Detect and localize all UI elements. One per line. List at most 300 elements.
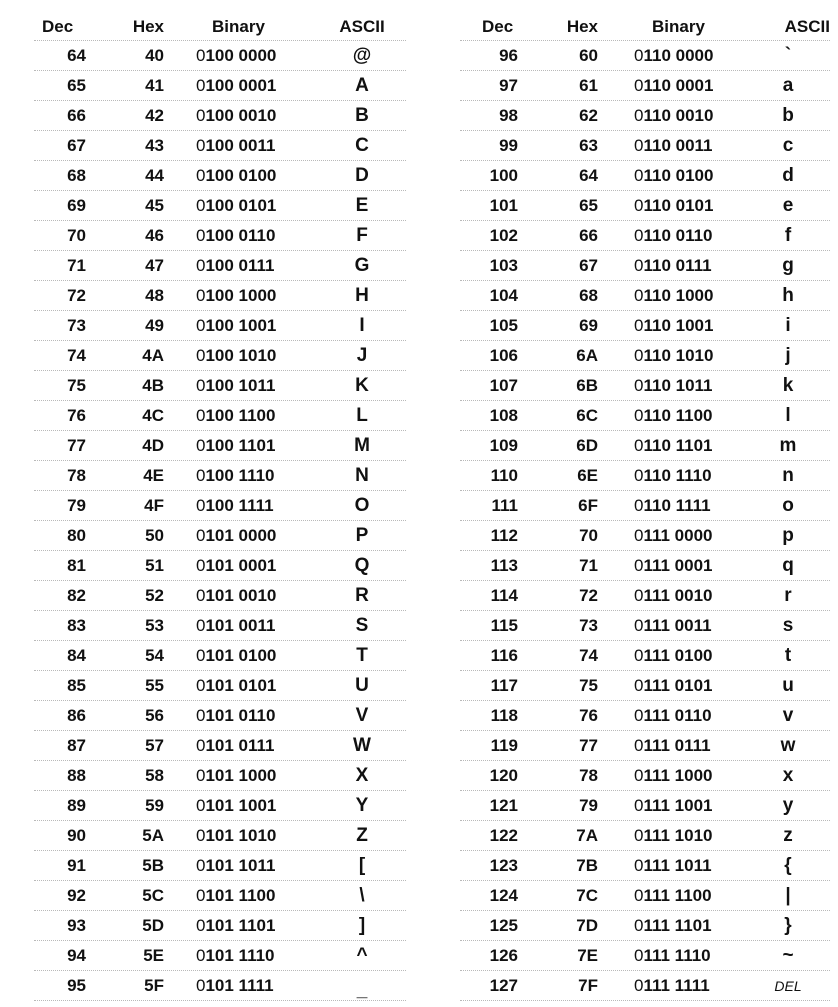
header-row [34,13,406,41]
dec-cell: 114 [490,585,518,605]
binary-cell [598,946,746,966]
binary-cell [164,346,318,366]
ascii-cell [746,765,830,787]
dec-cell: 71 [67,255,86,275]
table-row [460,701,830,731]
dec-cell: 126 [489,945,518,965]
binary-cell [164,796,318,816]
binary-cell [598,916,746,936]
dec-cell: 73 [67,315,86,335]
binary-cell [598,226,746,246]
table-row [34,641,406,671]
ascii-char: l [785,404,791,426]
table-row [460,281,830,311]
binary-cell [598,316,746,336]
binary-low-bits: 101 1011 [205,855,276,875]
dec-cell: 117 [490,675,518,695]
ascii-char: q [782,554,794,576]
binary-low-bits: 100 0100 [205,165,277,185]
hex-cell: 75 [579,675,598,695]
hex-cell: 7B [576,855,598,875]
table-row [34,971,406,1001]
ascii-cell [746,105,830,127]
binary-high-bit: 0 [196,495,206,515]
dec-cell: 115 [490,615,518,635]
ascii-char: { [784,854,792,876]
table-row [460,731,830,761]
header-dec: Dec [42,16,74,36]
ascii-cell [746,705,830,727]
ascii-cell [746,135,830,157]
binary-high-bit: 0 [634,315,644,335]
ascii-char: W [353,734,371,756]
binary-low-bits: 110 1001 [643,315,714,335]
ascii-cell [318,555,406,577]
ascii-cell [318,645,406,667]
binary-high-bit: 0 [634,465,644,485]
hex-cell: 51 [145,555,164,575]
table-row [460,851,830,881]
table-row [34,491,406,521]
binary-high-bit: 0 [196,105,206,125]
binary-low-bits: 100 0110 [205,225,276,245]
hex-cell: 44 [145,165,164,185]
dec-cell: 102 [489,225,518,245]
binary-cell [598,136,746,156]
binary-high-bit: 0 [196,855,206,875]
binary-low-bits: 101 1111 [205,975,274,995]
ascii-cell [318,975,406,1001]
hex-cell: 5B [142,855,164,875]
binary-low-bits: 111 0111 [643,735,711,755]
ascii-char: e [782,194,794,216]
binary-cell [164,136,318,156]
hex-cell: 41 [145,75,164,95]
binary-high-bit: 0 [196,255,206,275]
binary-cell [598,796,746,816]
dec-cell: 120 [489,765,518,785]
binary-cell [164,226,318,246]
table-row [460,221,830,251]
ascii-char: y [782,794,794,816]
hex-cell: 7C [576,885,598,905]
dec-cell: 88 [67,765,86,785]
table-row [460,311,830,341]
binary-high-bit: 0 [634,555,644,575]
binary-cell [164,166,318,186]
binary-cell [598,856,746,876]
binary-cell [598,646,746,666]
dec-cell: 84 [67,645,86,665]
hex-cell: 73 [579,615,598,635]
header-hex: Hex [566,16,598,36]
dec-cell: 67 [67,135,86,155]
binary-cell [598,376,746,396]
binary-high-bit: 0 [634,195,644,215]
dec-cell: 85 [67,675,86,695]
table-row [34,431,406,461]
table-row [460,911,830,941]
binary-cell [598,466,746,486]
binary-high-bit: 0 [196,345,206,365]
ascii-cell [318,915,406,937]
hex-cell: 55 [145,675,164,695]
binary-low-bits: 100 0111 [205,255,275,275]
binary-cell [598,976,746,996]
table-row [34,851,406,881]
binary-cell [164,526,318,546]
ascii-cell [318,405,406,427]
ascii-char: B [355,104,369,126]
binary-high-bit: 0 [634,975,644,995]
dec-cell: 105 [489,315,518,335]
table-row [34,911,406,941]
hex-cell: 4D [142,435,164,455]
dec-cell: 119 [490,735,518,755]
ascii-char: J [356,344,368,366]
binary-high-bit: 0 [634,615,644,635]
dec-cell: 90 [67,825,86,845]
hex-cell: 6B [576,375,598,395]
hex-cell: 53 [145,615,164,635]
ascii-cell [746,945,830,967]
dec-cell: 99 [499,135,518,155]
header-hex: Hex [132,16,164,36]
binary-low-bits: 110 1110 [643,465,712,485]
hex-cell: 52 [145,585,164,605]
hex-cell: 64 [579,165,598,185]
hex-cell: 5C [142,885,164,905]
binary-high-bit: 0 [196,615,206,635]
binary-cell [164,556,318,576]
ascii-char: V [355,704,369,726]
dec-cell: 64 [67,45,86,65]
binary-high-bit: 0 [634,945,644,965]
binary-cell [598,436,746,456]
ascii-char: v [782,704,794,726]
table-row [460,581,830,611]
ascii-char: @ [352,44,372,66]
binary-low-bits: 111 1001 [643,795,713,815]
ascii-char: j [785,344,791,366]
table-row [460,611,830,641]
ascii-cell [318,165,406,187]
binary-cell [598,676,746,696]
binary-low-bits: 111 1010 [643,825,713,845]
dec-cell: 109 [489,435,518,455]
binary-cell [164,586,318,606]
binary-high-bit: 0 [196,195,206,215]
ascii-cell [318,315,406,337]
ascii-char: C [355,134,369,156]
binary-cell [598,496,746,516]
binary-cell [164,616,318,636]
ascii-cell [318,75,406,97]
dec-cell: 66 [67,105,86,125]
binary-high-bit: 0 [634,525,644,545]
ascii-char: Z [356,824,368,846]
binary-high-bit: 0 [196,705,206,725]
table-row [460,371,830,401]
table-row [34,551,406,581]
binary-low-bits: 110 0100 [643,165,714,185]
header-row [460,13,830,41]
binary-cell [598,196,746,216]
table-row [34,41,406,71]
binary-cell [164,886,318,906]
dec-cell: 108 [489,405,518,425]
ascii-cell [746,45,830,67]
binary-low-bits: 110 0000 [643,45,714,65]
binary-cell [598,706,746,726]
hex-cell: 6C [576,405,598,425]
binary-low-bits: 100 1010 [205,345,277,365]
table-row [460,551,830,581]
ascii-cell [318,45,406,67]
dec-cell: 127 [489,975,518,995]
ascii-cell [746,555,830,577]
hex-cell: 7D [576,915,598,935]
ascii-char: N [355,464,369,486]
ascii-char: T [356,644,368,666]
binary-low-bits: 101 0101 [205,675,277,695]
table-row [460,461,830,491]
ascii-cell [318,465,406,487]
binary-high-bit: 0 [634,345,644,365]
dec-cell: 125 [489,915,518,935]
binary-cell [164,256,318,276]
binary-high-bit: 0 [196,225,206,245]
ascii-char: DEL [774,977,802,994]
ascii-table-left [34,13,406,1001]
dec-cell: 101 [489,195,518,215]
binary-low-bits: 111 0000 [643,525,713,545]
dec-cell: 97 [499,75,518,95]
dec-cell: 92 [67,885,86,905]
binary-low-bits: 110 1101 [643,435,713,455]
binary-low-bits: 111 1011 [643,855,712,875]
dec-cell: 78 [67,465,86,485]
ascii-cell [746,405,830,427]
ascii-cell [746,855,830,877]
binary-high-bit: 0 [196,165,206,185]
dec-cell: 107 [489,375,518,395]
binary-high-bit: 0 [634,285,644,305]
ascii-cell [746,465,830,487]
hex-cell: 61 [579,75,598,95]
ascii-char: [ [358,854,366,876]
binary-high-bit: 0 [634,825,644,845]
hex-cell: 58 [145,765,164,785]
ascii-cell [318,855,406,877]
binary-high-bit: 0 [634,45,644,65]
ascii-cell [746,165,830,187]
ascii-char: w [780,734,796,756]
hex-cell: 46 [145,225,164,245]
hex-cell: 68 [579,285,598,305]
ascii-cell [746,915,830,937]
dec-cell: 89 [67,795,86,815]
table-row [34,701,406,731]
ascii-char: r [784,584,792,606]
binary-high-bit: 0 [634,165,644,185]
hex-cell: 79 [579,795,598,815]
binary-low-bits: 111 1100 [643,885,712,905]
hex-cell: 5A [142,825,164,845]
ascii-char: ] [358,914,366,936]
table-row [34,881,406,911]
binary-cell [164,766,318,786]
ascii-char: s [782,614,794,636]
table-row [460,401,830,431]
binary-low-bits: 110 0110 [643,225,713,245]
dec-cell: 86 [67,705,86,725]
binary-cell [598,106,746,126]
binary-high-bit: 0 [634,225,644,245]
ascii-cell [318,135,406,157]
dec-cell: 80 [67,525,86,545]
table-row [34,281,406,311]
dec-cell: 74 [67,345,86,365]
table-row [460,251,830,281]
hex-cell: 76 [579,705,598,725]
table-row [460,941,830,971]
binary-cell [164,196,318,216]
table-row [34,311,406,341]
hex-cell: 60 [579,45,598,65]
hex-cell: 4A [142,345,164,365]
hex-cell: 4C [142,405,164,425]
binary-low-bits: 100 1011 [205,375,276,395]
ascii-cell [746,345,830,367]
ascii-char: h [782,284,794,306]
ascii-char: F [356,224,368,246]
binary-high-bit: 0 [196,435,206,455]
ascii-cell [746,645,830,667]
dec-cell: 95 [67,975,86,995]
ascii-cell [318,795,406,817]
hex-cell: 66 [579,225,598,245]
hex-cell: 57 [145,735,164,755]
table-row [34,401,406,431]
binary-low-bits: 100 0001 [205,75,277,95]
table-row [460,881,830,911]
ascii-char: } [784,914,792,936]
binary-low-bits: 111 1111 [643,975,710,995]
table-row [460,341,830,371]
ascii-cell [746,315,830,337]
binary-cell [598,886,746,906]
dec-cell: 100 [489,165,518,185]
table-row [34,101,406,131]
binary-low-bits: 101 1110 [205,945,275,965]
dec-cell: 118 [490,705,518,725]
ascii-char: R [355,584,369,606]
ascii-char: L [356,404,368,426]
dec-cell: 69 [67,195,86,215]
binary-low-bits: 101 0100 [205,645,277,665]
binary-high-bit: 0 [196,375,206,395]
ascii-cell [746,585,830,607]
binary-low-bits: 110 1111 [643,495,711,515]
table-row [34,671,406,701]
dec-cell: 72 [67,285,86,305]
ascii-char: a [782,74,794,96]
hex-cell: 47 [145,255,164,275]
header-ascii: ASCII [339,16,385,36]
binary-low-bits: 101 1010 [205,825,277,845]
binary-high-bit: 0 [634,915,644,935]
dec-cell: 121 [489,795,518,815]
binary-high-bit: 0 [196,75,206,95]
ascii-cell [746,975,830,997]
ascii-cell [746,615,830,637]
binary-cell [164,106,318,126]
dec-cell: 91 [67,855,86,875]
binary-high-bit: 0 [634,765,644,785]
binary-cell [164,676,318,696]
binary-low-bits: 110 0101 [643,195,714,215]
ascii-cell [318,225,406,247]
table-row [460,41,830,71]
dec-cell: 65 [67,75,86,95]
ascii-cell [746,525,830,547]
binary-low-bits: 100 0000 [205,45,277,65]
ascii-cell [318,345,406,367]
binary-low-bits: 110 1100 [643,405,713,425]
binary-cell [164,856,318,876]
binary-high-bit: 0 [196,675,206,695]
ascii-char: _ [356,979,368,1001]
table-row [460,521,830,551]
table-row [34,941,406,971]
binary-cell [164,976,318,996]
hex-cell: 77 [579,735,598,755]
binary-high-bit: 0 [196,765,206,785]
binary-cell [164,46,318,66]
hex-cell: 59 [145,795,164,815]
ascii-char: ` [784,44,792,66]
binary-high-bit: 0 [196,795,206,815]
table-row [34,71,406,101]
hex-cell: 69 [579,315,598,335]
ascii-cell [318,435,406,457]
binary-high-bit: 0 [196,945,206,965]
ascii-char: E [355,194,369,216]
ascii-cell [746,195,830,217]
hex-cell: 5D [142,915,164,935]
ascii-char: k [782,374,794,396]
ascii-char: z [783,824,793,846]
binary-cell [598,616,746,636]
ascii-char: t [784,644,792,666]
hex-cell: 4B [142,375,164,395]
hex-cell: 65 [579,195,598,215]
binary-high-bit: 0 [196,885,206,905]
ascii-cell [318,585,406,607]
ascii-char: c [782,134,794,156]
hex-cell: 6F [578,495,598,515]
ascii-char: A [355,74,369,96]
dec-cell: 76 [67,405,86,425]
binary-high-bit: 0 [196,135,206,155]
table-row [460,161,830,191]
ascii-char: Y [355,794,369,816]
table-row [460,641,830,671]
binary-low-bits: 101 1100 [205,885,276,905]
binary-cell [164,286,318,306]
binary-cell [598,256,746,276]
